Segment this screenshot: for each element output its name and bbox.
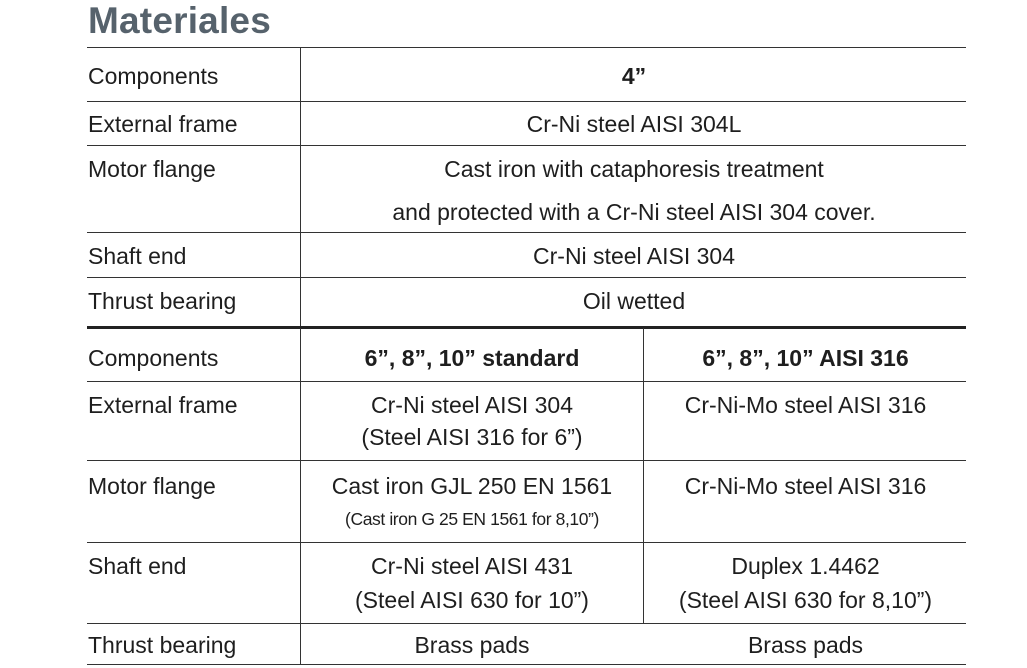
row-label: Motor flange (88, 156, 216, 182)
row-value-standard-note: (Steel AISI 316 for 6”) (361, 424, 583, 450)
row-value-standard-note: (Cast iron G 25 EN 1561 for 8,10”) (345, 509, 599, 529)
row-value-standard: Cast iron GJL 250 EN 1561 (331, 473, 613, 499)
section-divider (87, 326, 966, 329)
row-label: External frame (88, 111, 238, 137)
row-value: Oil wetted (582, 288, 686, 314)
row-value-aisi316: Cr-Ni-Mo steel AISI 316 (684, 473, 927, 499)
row-label: Shaft end (88, 553, 187, 579)
rule (87, 623, 966, 624)
row-value-standard-note: (Steel AISI 630 for 10”) (355, 587, 589, 613)
row-label: Motor flange (88, 473, 216, 499)
header-label: Components (88, 63, 219, 89)
row-value: Cast iron with cataphoresis treatment (444, 156, 824, 182)
rule (87, 664, 966, 665)
row-label: Thrust bearing (88, 632, 237, 658)
row-value-standard: Cr-Ni steel AISI 431 (371, 553, 573, 579)
page-title: Materiales (88, 0, 271, 41)
header-label: Components (88, 345, 219, 371)
rule (87, 232, 966, 233)
row-label: Thrust bearing (88, 288, 237, 314)
row-value-aisi316-note: (Steel AISI 630 for 8,10”) (678, 587, 933, 613)
row-value-aisi316: Duplex 1.4462 (731, 553, 880, 579)
rule (87, 277, 966, 278)
row-value: Cr-Ni steel AISI 304 (533, 243, 735, 269)
row-value-aisi316: Cr-Ni-Mo steel AISI 316 (684, 392, 927, 418)
row-value: and protected with a Cr-Ni steel AISI 304 cover. (392, 199, 876, 225)
rule (87, 47, 966, 48)
header-size: 4” (621, 63, 647, 89)
rule (87, 381, 966, 382)
row-value-standard: Brass pads (414, 632, 530, 658)
rule (87, 145, 966, 146)
rule (87, 460, 966, 461)
row-value: Cr-Ni steel AISI 304L (526, 111, 742, 137)
rule (87, 542, 966, 543)
row-label: Shaft end (88, 243, 187, 269)
row-value-aisi316: Brass pads (747, 632, 864, 658)
header-standard: 6”, 8”, 10” standard (364, 345, 580, 371)
header-aisi316: 6”, 8”, 10” AISI 316 (702, 345, 909, 371)
row-label: External frame (88, 392, 238, 418)
rule (87, 101, 966, 102)
row-value-standard: Cr-Ni steel AISI 304 (371, 392, 573, 418)
